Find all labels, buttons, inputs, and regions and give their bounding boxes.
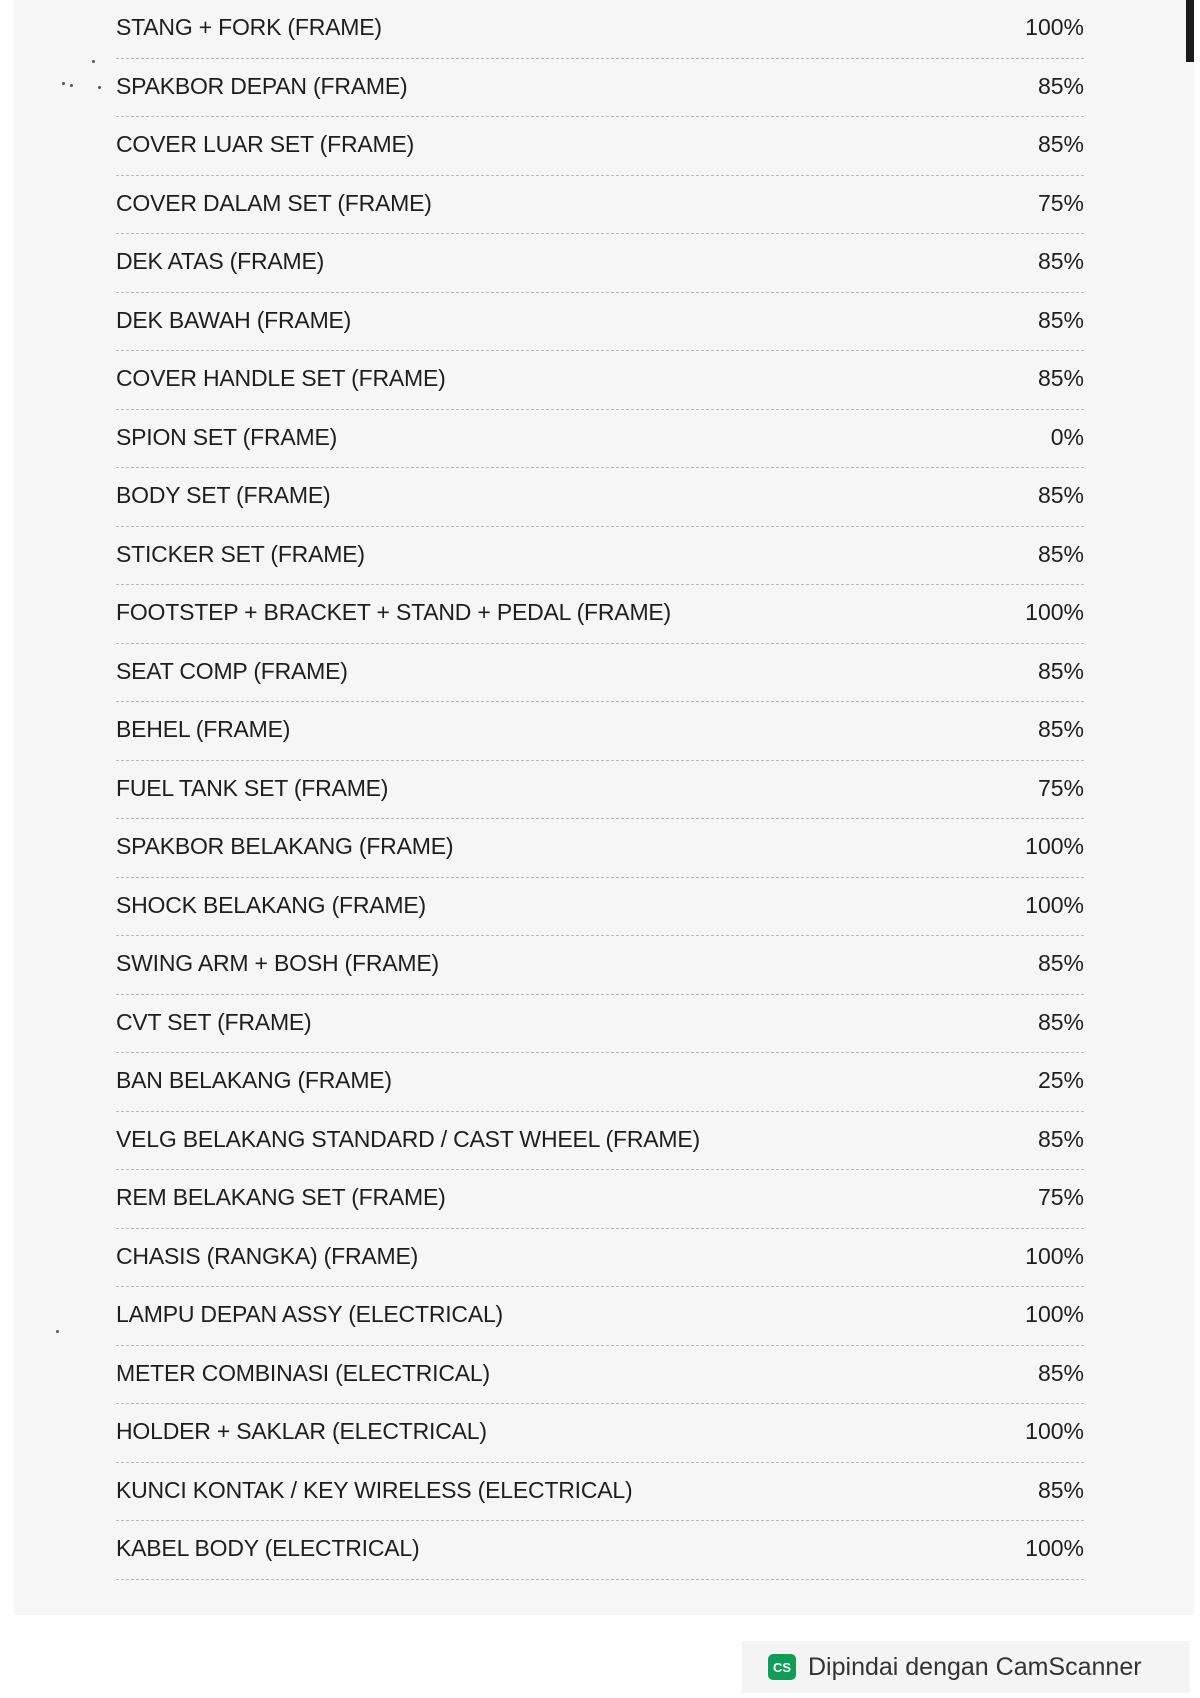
camscanner-logo-text: CS [772,1659,792,1675]
item-label: COVER DALAM SET (FRAME) [116,189,432,216]
item-value: 100% [1025,1242,1084,1269]
item-value: 100% [1025,1301,1084,1327]
list-item [116,117,1084,176]
list-item [116,351,1084,410]
item-label: REM BELAKANG SET (FRAME) [116,1184,446,1210]
item-label: LAMPU DEPAN ASSY (ELECTRICAL) [116,1301,504,1327]
scan-speck [98,86,101,89]
item-value: 85% [1037,131,1084,157]
list-item [116,293,1084,352]
item-value: 100% [1025,1535,1084,1561]
item-label: DEK BAWAH (FRAME) [116,306,352,333]
item-label: STICKER SET (FRAME) [116,540,365,567]
item-value: 100% [1025,14,1084,40]
item-value: 75% [1037,189,1084,216]
list-item [116,936,1084,995]
item-value: 100% [1025,891,1084,918]
item-label: FUEL TANK SET (FRAME) [116,774,389,801]
item-label: BEHEL (FRAME) [116,716,291,742]
item-value: 85% [1037,716,1084,742]
list-item [116,1170,1084,1229]
item-label: SPAKBOR DEPAN (FRAME) [116,72,408,99]
list-item [116,468,1084,527]
item-value: 85% [1037,1125,1084,1152]
list-item [116,819,1084,878]
item-value: 85% [1037,1476,1084,1503]
list-item [116,995,1084,1054]
item-value: 85% [1037,482,1084,508]
item-label: SWING ARM + BOSH (FRAME) [116,950,439,976]
item-value: 85% [1037,1359,1084,1386]
scan-speck [92,60,95,63]
list-item [116,644,1084,703]
parts-list [116,0,1084,1580]
item-value: 85% [1037,72,1084,99]
item-value: 0% [1050,423,1084,450]
item-label: DEK ATAS (FRAME) [116,248,325,274]
list-item [116,1229,1084,1288]
item-value: 100% [1025,599,1084,625]
item-value: 85% [1037,540,1084,567]
item-label: VELG BELAKANG STANDARD / CAST WHEEL (FRAME) [116,1125,700,1152]
list-item [116,1053,1084,1112]
list-item [116,59,1084,118]
item-label: STANG + FORK (FRAME) [116,14,382,40]
list-item [116,1287,1084,1346]
item-label: SPION SET (FRAME) [116,423,338,450]
item-label: KUNCI KONTAK / KEY WIRELESS (ELECTRICAL) [116,1476,633,1503]
watermark-text: Dipindai dengan CamScanner [808,1652,1142,1681]
item-label: SEAT COMP (FRAME) [116,657,348,684]
item-value: 75% [1037,774,1084,801]
item-label: CVT SET (FRAME) [116,1008,312,1035]
scan-speck [56,1330,59,1333]
list-item [116,1346,1084,1405]
item-value: 100% [1025,1418,1084,1444]
item-label: BAN BELAKANG (FRAME) [116,1067,392,1093]
item-label: METER COMBINASI (ELECTRICAL) [116,1359,490,1386]
list-item [116,176,1084,235]
item-label: COVER HANDLE SET (FRAME) [116,365,446,391]
item-label: CHASIS (RANGKA) (FRAME) [116,1242,419,1269]
item-value: 85% [1037,306,1084,333]
item-value: 85% [1037,248,1084,274]
list-item [116,878,1084,937]
list-item [116,702,1084,761]
item-value: 85% [1037,365,1084,391]
list-item [116,234,1084,293]
item-label: SPAKBOR BELAKANG (FRAME) [116,833,454,859]
item-label: COVER LUAR SET (FRAME) [116,131,415,157]
camscanner-logo-icon [768,1654,796,1680]
item-label: FOOTSTEP + BRACKET + STAND + PEDAL (FRAME) [116,599,672,625]
scan-speck [70,84,73,87]
list-item [116,761,1084,820]
item-value: 85% [1037,950,1084,976]
item-value: 25% [1037,1067,1084,1093]
list-item [116,585,1084,644]
list-item [116,1463,1084,1522]
list-item [116,527,1084,586]
list-item [116,1404,1084,1463]
list-item [116,1521,1084,1580]
item-value: 75% [1037,1184,1084,1210]
item-value: 85% [1037,1008,1084,1035]
list-item [116,410,1084,469]
item-value: 100% [1025,833,1084,859]
list-item [116,0,1084,59]
page-edge-shadow [1186,0,1194,62]
item-label: SHOCK BELAKANG (FRAME) [116,891,426,918]
camscanner-watermark [742,1641,1190,1693]
item-label: KABEL BODY (ELECTRICAL) [116,1535,420,1561]
item-value: 85% [1037,657,1084,684]
scan-speck [62,82,65,85]
item-label: BODY SET (FRAME) [116,482,331,508]
list-item [116,1112,1084,1171]
item-label: HOLDER + SAKLAR (ELECTRICAL) [116,1418,487,1444]
